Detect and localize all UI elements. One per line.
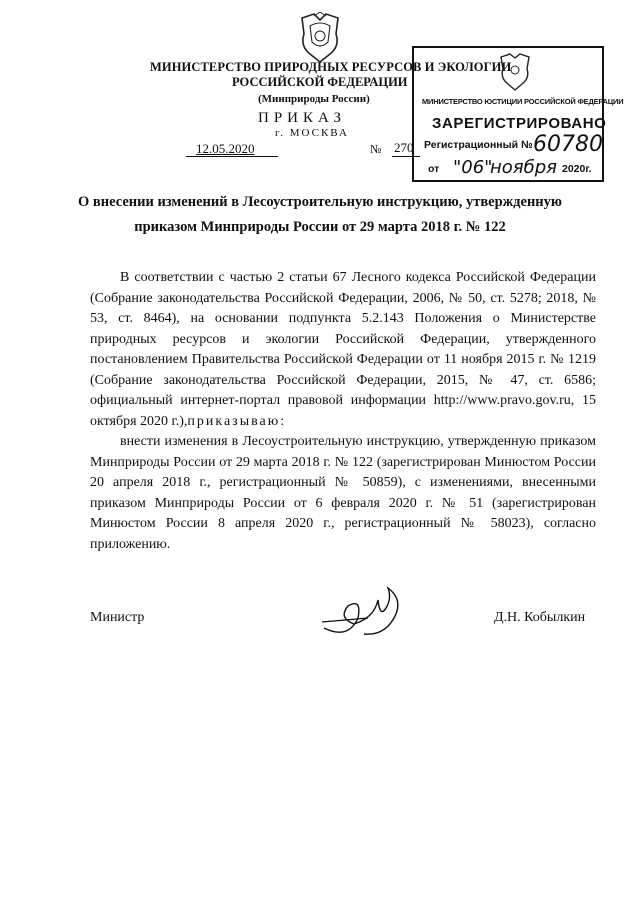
body-paragraph-2: внести изменения в Лесоустроительную инструкцию, утвержденную приказом Минприроды России от 29 марта 2018 г. № 122 (зарегистрирован Минюстом России 20 апреля 2018 г., регистрационный № 50859), с изменениями, внесенными приказом Минприроды России от 6 февраля 2020 г. № 51 (зарегистрирован Минюстом России 8 апреля 2020 г., регистрационный № 58023), согласно приложению.: [90, 434, 596, 552]
document-city: г. МОСКВА: [275, 127, 349, 139]
date-underline: [186, 156, 278, 157]
stamp-coat-of-arms-icon: [497, 52, 533, 92]
body-paragraph-1: [90, 268, 596, 432]
document-date: 12.05.2020: [196, 141, 255, 156]
signer-position: Министр: [90, 610, 145, 625]
order-word: приказываю:: [187, 413, 287, 429]
coat-of-arms-icon: [296, 12, 344, 64]
stamp-reg-label: Регистрационный №: [424, 139, 533, 151]
paragraph-1-text: В соответствии с частью 2 статьи 67 Лесного кодекса Российской Федерации (Собрание законодательства Российской Федерации, 2006, № 50, ст. 5278; 2018, № 53, ст. 8464), на основании подпункта 5.2.143 Положения о Министерстве природных ресурсов и экологии Российской Федерации, утвержденного постановлением Правительства Российской Федерации от 11 ноября 2015 г. № 1219 (Собрание законодательства Российской Федерации, 2015, № 47, ст. 6586; официальный интернет-портал правовой информации http://www.pravo.gov.ru, 15 октября 2020 г.),: [90, 270, 596, 429]
ministry-name: МИНИСТЕРСТВО ПРИРОДНЫХ РЕСУРСОВ И ЭКОЛОГИИ: [150, 60, 512, 74]
document-title: О внесении изменений в Лесоустроительную инструкцию, утвержденную приказом Минприроды России от 29 марта 2018 г. № 122: [78, 194, 562, 235]
stamp-date-label: от: [428, 163, 440, 175]
stamp-registered: ЗАРЕГИСТРИРОВАНО: [432, 115, 607, 132]
signature-icon: [318, 578, 410, 650]
stamp-month: ноября: [490, 157, 557, 178]
document-number: 270: [394, 140, 414, 155]
stamp-year: 2020г.: [562, 163, 592, 175]
ministry-name-country: РОССИЙСКОЙ ФЕДЕРАЦИИ: [232, 75, 408, 89]
stamp-reg-number: 60780: [533, 132, 603, 157]
signer-name: Д.Н. Кобылкин: [494, 610, 586, 625]
number-label: №: [370, 142, 382, 156]
stamp-agency: МИНИСТЕРСТВО ЮСТИЦИИ РОССИЙСКОЙ ФЕДЕРАЦИИ: [422, 97, 624, 106]
stamp-day: "06": [453, 157, 493, 178]
ministry-short-name: (Минприроды России): [258, 93, 370, 105]
document-type: ПРИКАЗ: [258, 110, 346, 126]
